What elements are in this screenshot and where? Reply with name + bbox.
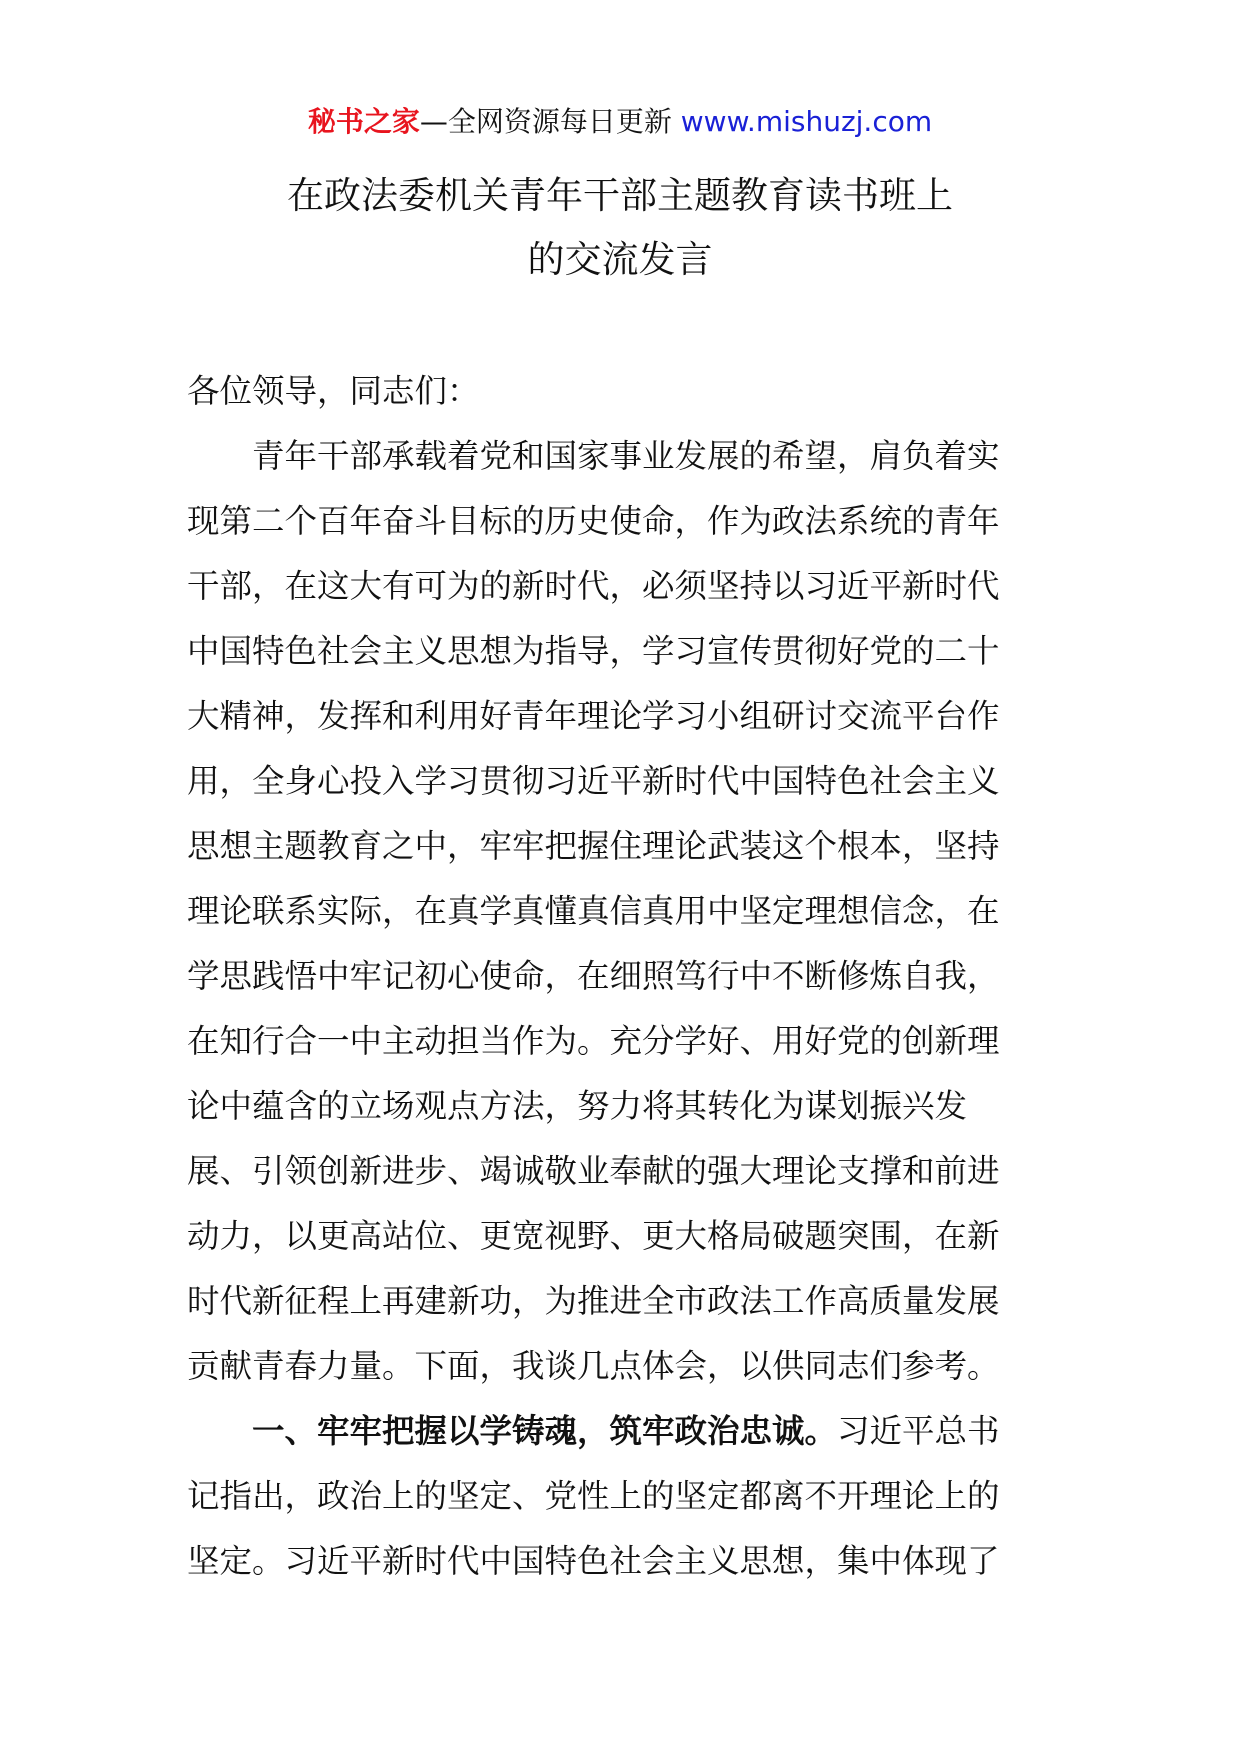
section-heading: 一、牢牢把握以学铸魂，筑牢政治忠诚。 [252,1412,838,1450]
site-header [0,102,1240,142]
paragraph-line: 理论联系实际，在真学真懂真信真用中坚定理想信念，在 [187,892,1000,930]
paragraph-line: 用，全身心投入学习贯彻习近平新时代中国特色社会主义 [187,762,1000,800]
paragraph-2 [187,1399,1057,1594]
paragraph-line: 中国特色社会主义思想为指导，学习宣传贯彻好党的二十 [187,632,1000,670]
site-brand: 秘书之家 [307,105,420,138]
paragraph-line: 现第二个百年奋斗目标的历史使命，作为政法系统的青年 [187,502,1000,540]
paragraph-line: 青年干部承载着党和国家事业发展的希望，肩负着实 [252,437,1000,475]
title-line-2: 的交流发言 [527,238,713,281]
paragraph-line [187,1399,1057,1464]
paragraph-line: 大精神，发挥和利用好青年理论学习小组研讨交流平台作 [187,697,1000,735]
paragraph-line: 论中蕴含的立场观点方法，努力将其转化为谋划振兴发 [187,1087,968,1125]
salutation: 各位领导，同志们： [187,372,480,410]
paragraph-line: 坚定。习近平新时代中国特色社会主义思想，集中体现了 [187,1542,1000,1580]
paragraph-line: 记指出，政治上的坚定、党性上的坚定都离不开理论上的 [187,1477,1000,1515]
paragraph-line: 干部，在这大有可为的新时代，必须坚持以习近平新时代 [187,567,1000,605]
document-title [0,164,1240,292]
paragraph-text: 习近平总书 [837,1412,1000,1450]
paragraph-1 [187,424,1057,1399]
paragraph-line: 贡献青春力量。下面，我谈几点体会，以供同志们参考。 [187,1347,1000,1385]
paragraph-line: 在知行合一中主动担当作为。充分学好、用好党的创新理 [187,1022,1000,1060]
paragraph-line: 时代新征程上再建新功，为推进全市政法工作高质量发展 [187,1282,1000,1320]
paragraph-line: 展、引领创新进步、竭诚敬业奉献的强大理论支撑和前进 [187,1152,1000,1190]
site-url-link[interactable]: www.mishuzj.com [680,105,933,138]
paragraph-line: 学思践悟中牢记初心使命，在细照笃行中不断修炼自我， [187,957,1000,995]
site-tagline: —全网资源每日更新 [419,105,681,138]
title-line-1: 在政法委机关青年干部主题教育读书班上 [287,174,953,217]
paragraph-line: 动力，以更高站位、更宽视野、更大格局破题突围，在新 [187,1217,1000,1255]
document-body [187,359,1057,1594]
paragraph-line: 思想主题教育之中，牢牢把握住理论武装这个根本，坚持 [187,827,1000,865]
